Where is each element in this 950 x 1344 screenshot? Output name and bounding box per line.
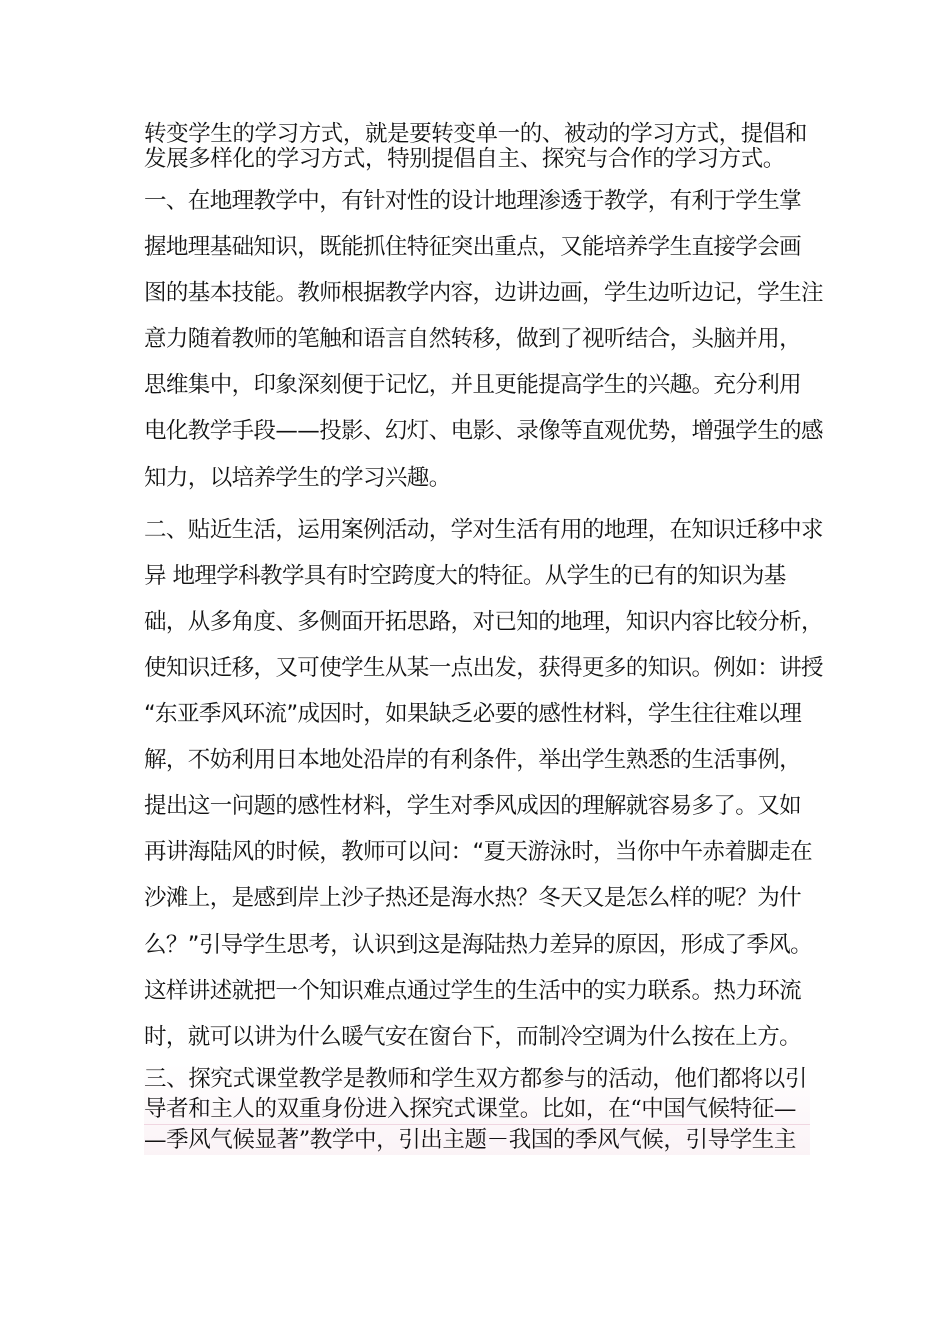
section-1-heading-line: 一、在地理教学中，有针对性的设计地理渗透于教学，有利于学生掌 (144, 188, 802, 214)
text-line: 解，不妨利用日本地处沿岸的有利条件，举出学生熟悉的生活事例， (144, 747, 802, 774)
section-2-paragraph (144, 507, 823, 1060)
section-3-heading-line: 三、探究式课堂教学是教师和学生双方都参与的活动，他们都将以引 (144, 1065, 808, 1092)
section-2-heading-line: 二、贴近生活，运用案例活动，学对生活有用的地理，在知识迁移中求 (144, 516, 823, 543)
text-line: 电化教学手段——投影、幻灯、电影、录像等直观优势，增强学生的感 (144, 418, 823, 445)
text-line: 再讲海陆风的时候，教师可以问：“夏天游泳时，当你中午赤着脚走在 (144, 839, 813, 866)
text-line: 思维集中，印象深刻便于记忆，并且更能提高学生的兴趣。充分利用 (144, 372, 802, 399)
text-line: —季风气候显著”教学中，引出主题－我国的季风气候，引导学生主 (144, 1126, 797, 1153)
text-line: 意力随着教师的笔触和语言自然转移，做到了视听结合，头脑并用， (144, 326, 802, 353)
section-3-paragraph (144, 1064, 810, 1155)
text-line: 转变学生的学习方式，就是要转变单一的、被动的学习方式，提倡和 (144, 121, 808, 147)
text-line: 导者和主人的双重身份进入探究式课堂。比如，在“中国气候特征— (144, 1094, 810, 1125)
text-line: 使知识迁移，又可使学生从某一点出发，获得更多的知识。例如：讲授 (144, 654, 823, 681)
document-page (144, 121, 823, 1155)
text-line: 异 地理学科教学具有时空跨度大的特征。从学生的已有的知识为基 (144, 562, 786, 589)
text-line: 沙滩上，是感到岸上沙子热还是海水热？冬天又是怎么样的呢？为什 (144, 885, 802, 912)
text-line: 知力，以培养学生的学习兴趣。 (144, 464, 451, 491)
intro-paragraph (144, 122, 810, 172)
text-line: 础，从多角度、多侧面开拓思路，对已知的地理，知识内容比较分析， (144, 608, 823, 635)
section-1-paragraph (144, 178, 823, 501)
text-line: 提出这一问题的感性材料，学生对季风成因的理解就容易多了。又如 (144, 793, 802, 820)
text-line: 时，就可以讲为什么暖气安在窗台下，而制冷空调为什么按在上方。 (144, 1023, 802, 1050)
text-line: 这样讲述就把一个知识难点通过学生的生活中的实力联系。热力环流 (144, 977, 802, 1004)
text-line: 发展多样化的学习方式，特别提倡自主、探究与合作的学习方式。 (144, 146, 785, 172)
text-line: 握地理基础知识，既能抓住特征突出重点，又能培养学生直接学会画 (144, 234, 802, 261)
text-line: 么？”引导学生思考，认识到这是海陆热力差异的原因，形成了季风。 (144, 931, 813, 958)
text-line: “东亚季风环流”成因时，如果缺乏必要的感性材料，学生往往难以理 (144, 701, 802, 728)
text-line: 图的基本技能。教师根据教学内容，边讲边画，学生边听边记，学生注 (144, 280, 823, 307)
